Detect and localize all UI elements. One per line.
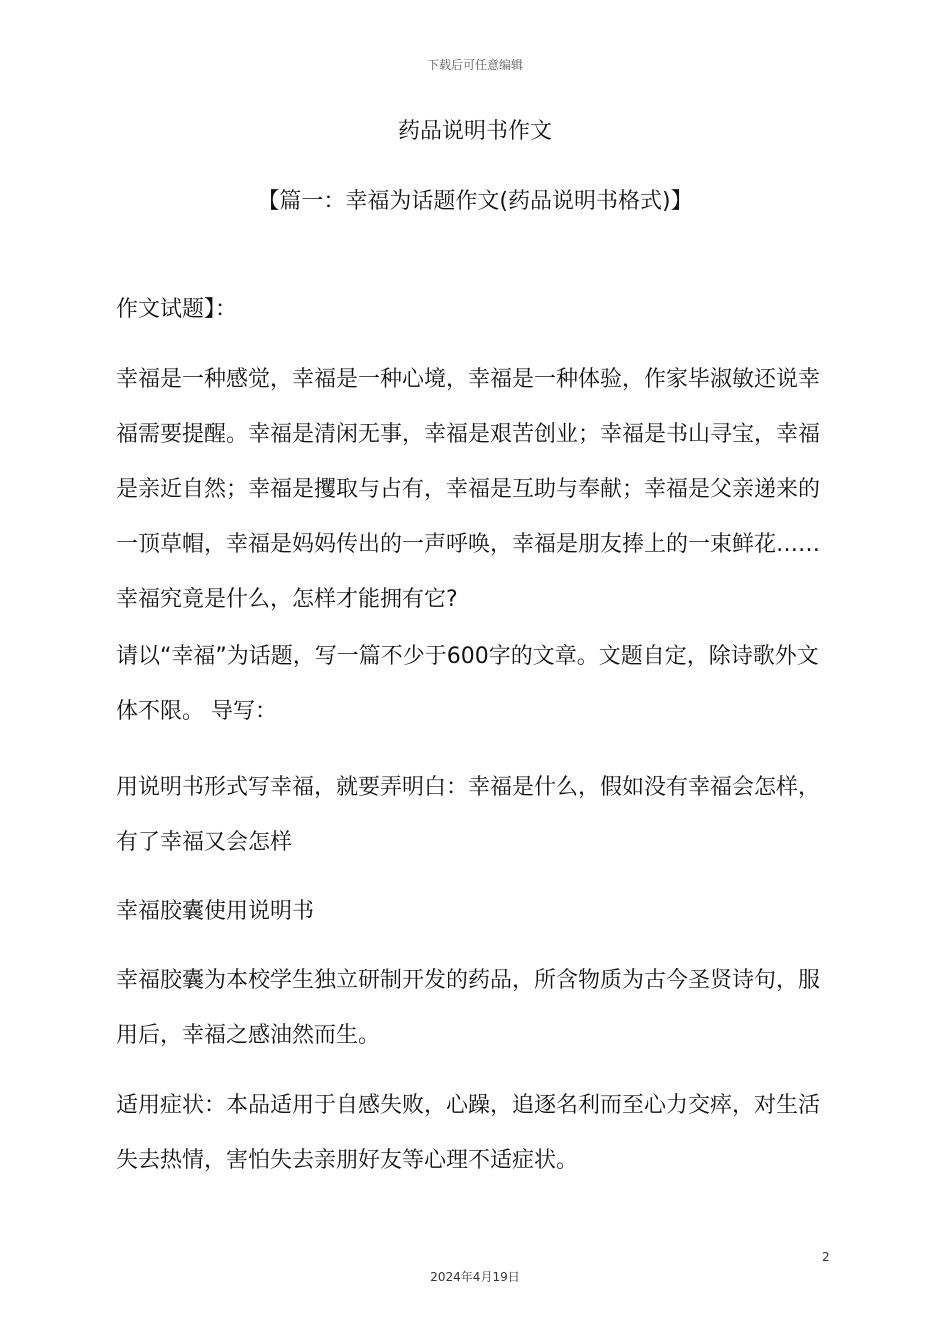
- paragraph-text: 作文试题】：: [116, 297, 238, 322]
- paragraph-text: 用说明书形式写幸福，就要弄明白：幸福是什么，假如没有幸福会怎样，有了幸福又会怎样: [116, 775, 821, 855]
- paragraph-description: [116, 953, 838, 1063]
- paragraph-prompt-heading: [116, 282, 838, 337]
- document-subtitle: 【篇一：幸福为话题作文(药品说明书格式)】: [257, 189, 693, 214]
- paragraph-text: 幸福胶囊为本校学生独立研制开发的药品，所含物质为古今圣贤诗句，服用后，幸福之感油然而生。: [116, 968, 821, 1048]
- document-title: 药品说明书作文: [397, 119, 552, 144]
- paragraph-text: 幸福胶囊使用说明书: [116, 899, 315, 924]
- paragraph-manual-title: [116, 884, 838, 939]
- paragraph-text: 幸福是一种感觉，幸福是一种心境，幸福是一种体验，作家毕淑敏还说幸福需要提醒。幸福是清闲无事，幸福是艰苦创业；幸福是书山寻宝，幸福是亲近自然；幸福是攫取与占有，幸福是互助与奉献；幸福是父亲递来的一顶草帽，幸福是妈妈传出的一声呼唤，幸福是朋友捧上的一束鲜花……幸福究竟是什么，怎样才能拥有它?: [116, 367, 821, 612]
- paragraph-text: 请以“幸福”为话题，写一篇不少于600字的文章。文题自定，除诗歌外文体不限。 导写：: [116, 644, 819, 724]
- paragraph-prompt-body: [116, 352, 838, 627]
- footer-date: 2024年4月19日: [430, 1270, 520, 1284]
- paragraph-indications: [116, 1078, 838, 1188]
- paragraph-instruction: [116, 629, 838, 739]
- page-header-note: 下载后可任意编辑: [426, 58, 523, 72]
- paragraph-guide: [116, 760, 838, 870]
- paragraph-text: 适用症状：本品适用于自感失败，心躁，追逐名利而至心力交瘁，对生活失去热情，害怕失去亲朋好友等心理不适症状。: [116, 1093, 821, 1173]
- page-number: 2: [822, 1250, 830, 1264]
